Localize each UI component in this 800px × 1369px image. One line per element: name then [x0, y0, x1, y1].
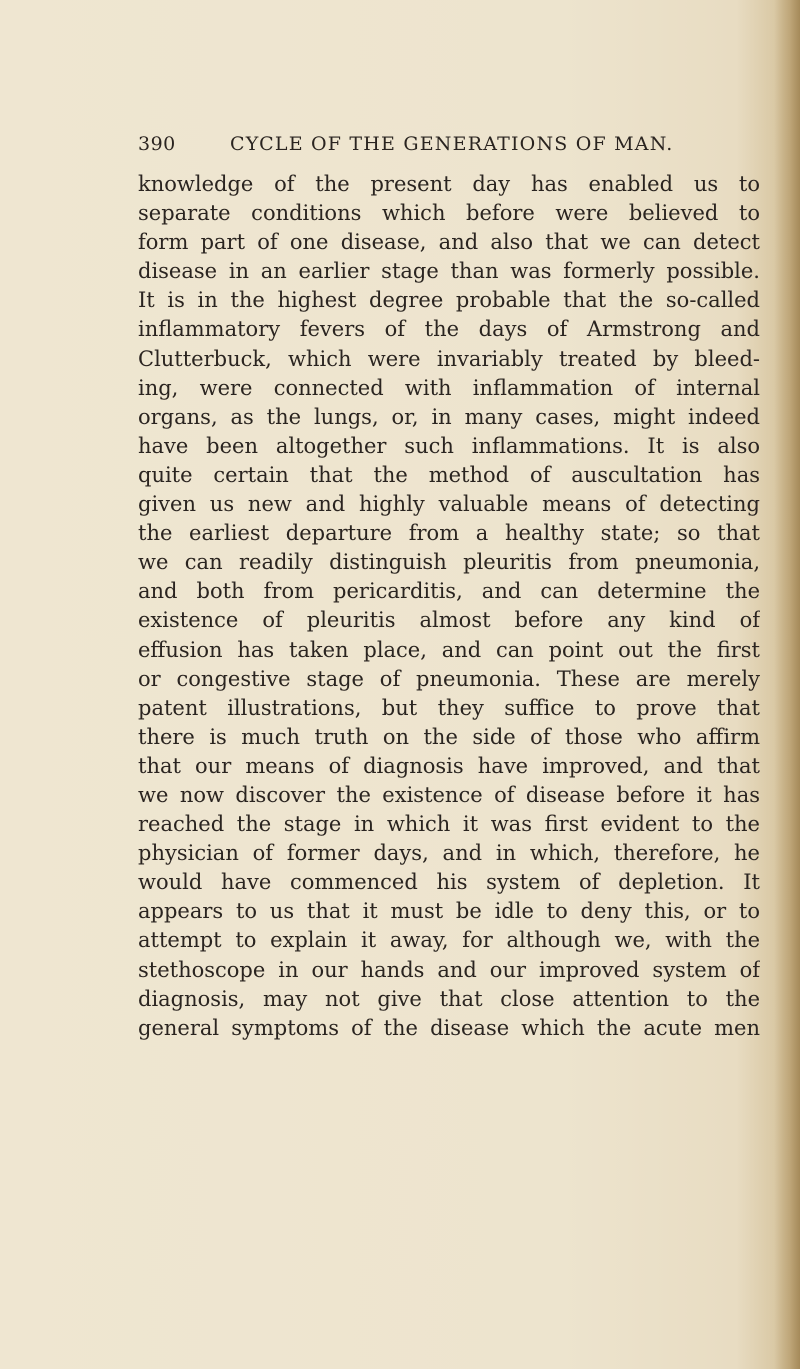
text-line: would have commenced his system of depletion. It: [138, 870, 760, 895]
text-line: we can readily distinguish pleuritis from pneumonia,: [138, 550, 760, 575]
text-line: or congestive stage of pneumonia. These are merely: [138, 666, 760, 691]
text-line: there is much truth on the side of those who affirm: [138, 724, 760, 749]
page-number: 390: [138, 133, 176, 155]
page-edge-shadow: [774, 0, 800, 1369]
text-line: knowledge of the present day has enabled us to: [138, 172, 760, 196]
text-line: It is in the highest degree probable that the so-called: [138, 288, 760, 313]
text-line: attempt to explain it away, for although we, with the: [138, 928, 760, 953]
text-line: form part of one disease, and also that we can detect: [138, 230, 760, 255]
text-line: organs, as the lungs, or, in many cases, might indeed: [138, 404, 760, 429]
text-line: Clutterbuck, which were invariably treated by bleed-: [138, 346, 760, 371]
text-line: we now discover the existence of disease before it has: [138, 782, 760, 807]
text-line: separate conditions which before were believed to: [138, 201, 760, 226]
page-header: [138, 133, 678, 161]
text-line: have been altogether such inflammations. It is also: [138, 433, 760, 458]
text-line: inflammatory fevers of the days of Armstrong and: [138, 317, 760, 342]
text-line: physician of former days, and in which, therefore, he: [138, 841, 760, 866]
text-line: general symptoms of the disease which the acute men: [138, 1015, 760, 1040]
text-line: that our means of diagnosis have improved, and that: [138, 753, 760, 778]
text-line: appears to us that it must be idle to deny this, or to: [138, 899, 760, 924]
text-line: patent illustrations, but they suffice to prove that: [138, 695, 760, 720]
text-line: quite certain that the method of auscultation has: [138, 462, 760, 487]
running-title: CYCLE OF THE GENERATIONS OF MAN.: [230, 133, 674, 155]
text-line: disease in an earlier stage than was formerly possible.: [138, 259, 760, 284]
text-line: stethoscope in our hands and our improved system of: [138, 957, 760, 982]
text-line: and both from pericarditis, and can determine the: [138, 579, 760, 604]
text-line: reached the stage in which it was first evident to the: [138, 812, 760, 837]
text-line: effusion has taken place, and can point out the first: [138, 637, 760, 662]
body-paragraph: [138, 170, 760, 1043]
text-line: existence of pleuritis almost before any kind of: [138, 608, 760, 633]
text-line: the earliest departure from a healthy state; so that: [138, 521, 760, 546]
text-line: diagnosis, may not give that close attention to the: [138, 986, 760, 1011]
text-line: ing, were connected with inflammation of internal: [138, 375, 760, 400]
text-line: given us new and highly valuable means of detecting: [138, 492, 760, 517]
